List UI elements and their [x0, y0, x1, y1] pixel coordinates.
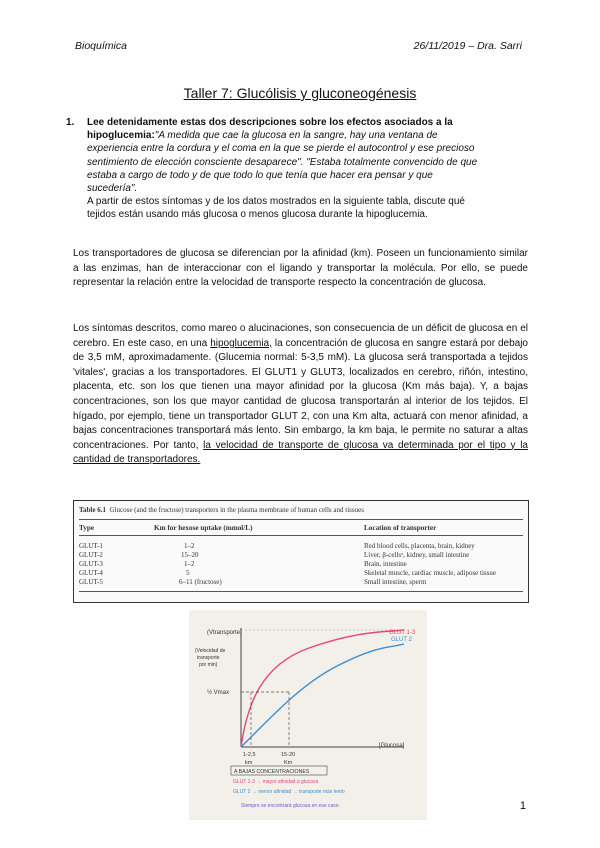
- curve-glut2: [241, 644, 404, 747]
- table-cell: Liver, β-cellsᵃ, kidney, small intestine: [364, 551, 470, 559]
- half-vmax-label: ½ Vmax: [207, 690, 230, 696]
- paragraph-transporters: Los transportadores de glucosa se diferencian por la afinidad (km). Poseen un funcionamiento similar a las enzimas, han de interaccionar con el ligando y transportar la molécula. Por ello, se puede representar la relación entre la velocidad de transporte respecto la concentración de glucosa.: [73, 248, 528, 289]
- table-cell: 1–2: [184, 560, 195, 568]
- table-cell: 6–11 (fructose): [179, 578, 222, 586]
- page-title: Taller 7: Glucólisis y gluconeogénesis: [183, 85, 417, 101]
- note-glut1-3: GLUT 1-3 → mayor afinidad a glucosa: [233, 779, 319, 785]
- hipoglucemia-underlined: hipoglucemia,: [210, 337, 272, 349]
- table-row: [74, 551, 528, 559]
- tick-high: 15-20: [281, 752, 296, 758]
- table-cell: 1–2: [184, 542, 195, 550]
- header-course: Bioquímica: [75, 40, 127, 52]
- tick-low: 1-2,5: [243, 752, 256, 758]
- question-number: 1.: [66, 117, 75, 128]
- table-header-type: Type: [79, 524, 95, 532]
- paragraph-symptoms-part1: Los síntomas descritos, como mareo o alucinaciones, son consecuencia de un déficit de glucosa en el cerebro. En este caso, en una: [73, 323, 528, 349]
- curve-glut1-3: [241, 630, 404, 747]
- table-cell: GLUT-1: [79, 542, 103, 550]
- table-header-location: Location of transporter: [364, 524, 437, 532]
- x-axis-label: [Glucosa]: [379, 743, 405, 749]
- table-cell: GLUT-2: [79, 551, 103, 559]
- km1-label: km: [245, 760, 253, 766]
- handwritten-sketch: [189, 610, 427, 820]
- question-bold-line1: Lee detenidamente estas dos descripciones sobre los efectos asociados a la: [87, 117, 453, 128]
- table-caption: [79, 506, 364, 514]
- table-caption-number: Table 6.1: [79, 506, 106, 514]
- curve1-label: GLUT 1-3: [389, 630, 416, 636]
- note-glut2: GLUT 2 → menor afinidad → transporte más lento: [233, 789, 345, 795]
- conclusion-underlined: la velocidad de transporte de glucosa va determinada por el tipo y la cantidad de transportadores.: [73, 439, 528, 466]
- table-row: [74, 560, 528, 568]
- table-caption-text: Glucose (and the fructose) transporters in the plasma membrane of human cells and tissues: [109, 506, 364, 514]
- glut-table: [73, 500, 529, 603]
- table-rule-top: [79, 519, 523, 520]
- table-rule-header: [79, 535, 523, 536]
- note-box-text: A BAJAS CONCENTRACIONES: [234, 769, 310, 775]
- table-row: [74, 569, 528, 577]
- header-date-author: 26/11/2019 – Dra. Sarri: [413, 40, 522, 52]
- table-cell: GLUT-3: [79, 560, 103, 568]
- table-cell: Skeletal muscle, cardiac muscle, adipose tissue: [364, 569, 496, 577]
- table-cell: Small intestine, sperm: [364, 578, 427, 586]
- table-cell: 15–20: [181, 551, 199, 559]
- table-cell: 5: [186, 569, 190, 577]
- paragraph-symptoms: [73, 322, 528, 468]
- quote-line2: experiencia entre la cordura y el coma en la que se pierde el autocontrol y ese precioso: [87, 143, 475, 155]
- y-axis-label: (Vtransporte): [207, 630, 243, 636]
- table-row: [74, 578, 528, 586]
- km2-label: Km: [284, 760, 293, 766]
- table-cell: GLUT-5: [79, 578, 103, 586]
- table-cell: Brain, intestine: [364, 560, 407, 568]
- question-1: [66, 116, 526, 222]
- y-axis-sub1: (Velocidad de: [195, 648, 226, 654]
- question-bold-line2: hipoglucemia:: [87, 130, 155, 142]
- table-cell: GLUT-4: [79, 569, 103, 577]
- curve2-label: GLUT 2: [391, 637, 412, 643]
- table-header-km: Km for hexose uptake (mmol/L): [154, 524, 253, 532]
- table-cell: Red blood cells, placenta, brain, kidney: [364, 542, 475, 550]
- page-number: 1: [519, 800, 526, 812]
- sketch-svg: [189, 610, 427, 820]
- paragraph-symptoms-part2: la concentración de glucosa en sangre estará por debajo de 3,5 mM, aproximadamente. (Glucemia normal: 5-3,5 mM). La glucosa será transportada a tejidos 'vitales', gracias a los transportadores. El GLUT1 y GLUT3, localizados en cerebro, riñón, intestino, placenta, etc. son los que tienen una mayor afinidad por la glucosa (Km más baja). Y, a bajas concentraciones, son los que mayor cantidad de glucosa transportarán al interior de los tejidos. El hígado, por ejemplo, tiene un transportador GLUT 2, con una Km alta, actuará con menor afinidad, a bajas concentraciones transportará más lento. Sin embargo, la km baja, le permite no saturar a altas concentraciones. Por tanto,: [73, 337, 528, 451]
- table-rule-bottom: [79, 591, 523, 592]
- quote-line1: "A medida que cae la glucosa en la sangre, hay una ventana de: [154, 130, 438, 142]
- task-line1: A partir de estos síntomas y de los datos mostrados en la siguiente tabla, discute qué: [87, 196, 465, 208]
- table-row: [74, 542, 528, 550]
- quote-line3: sentimiento de elección consciente desaparece". "Estaba totalmente convencido de que: [87, 156, 478, 168]
- y-axis-sub3: por min): [199, 662, 218, 668]
- y-axis-sub2: transporte: [197, 655, 220, 661]
- task-line2: tejidos están usando más glucosa o menos glucosa durante la hipoglucemia.: [87, 209, 428, 221]
- quote-line5: sucedería".: [87, 183, 138, 195]
- note-footer: Siempre se encontrará glucosa en ese caso.: [241, 803, 340, 809]
- quote-line4: estaba a cargo de todo y de que todo lo que tenía que hacer era pensar y que: [87, 169, 433, 181]
